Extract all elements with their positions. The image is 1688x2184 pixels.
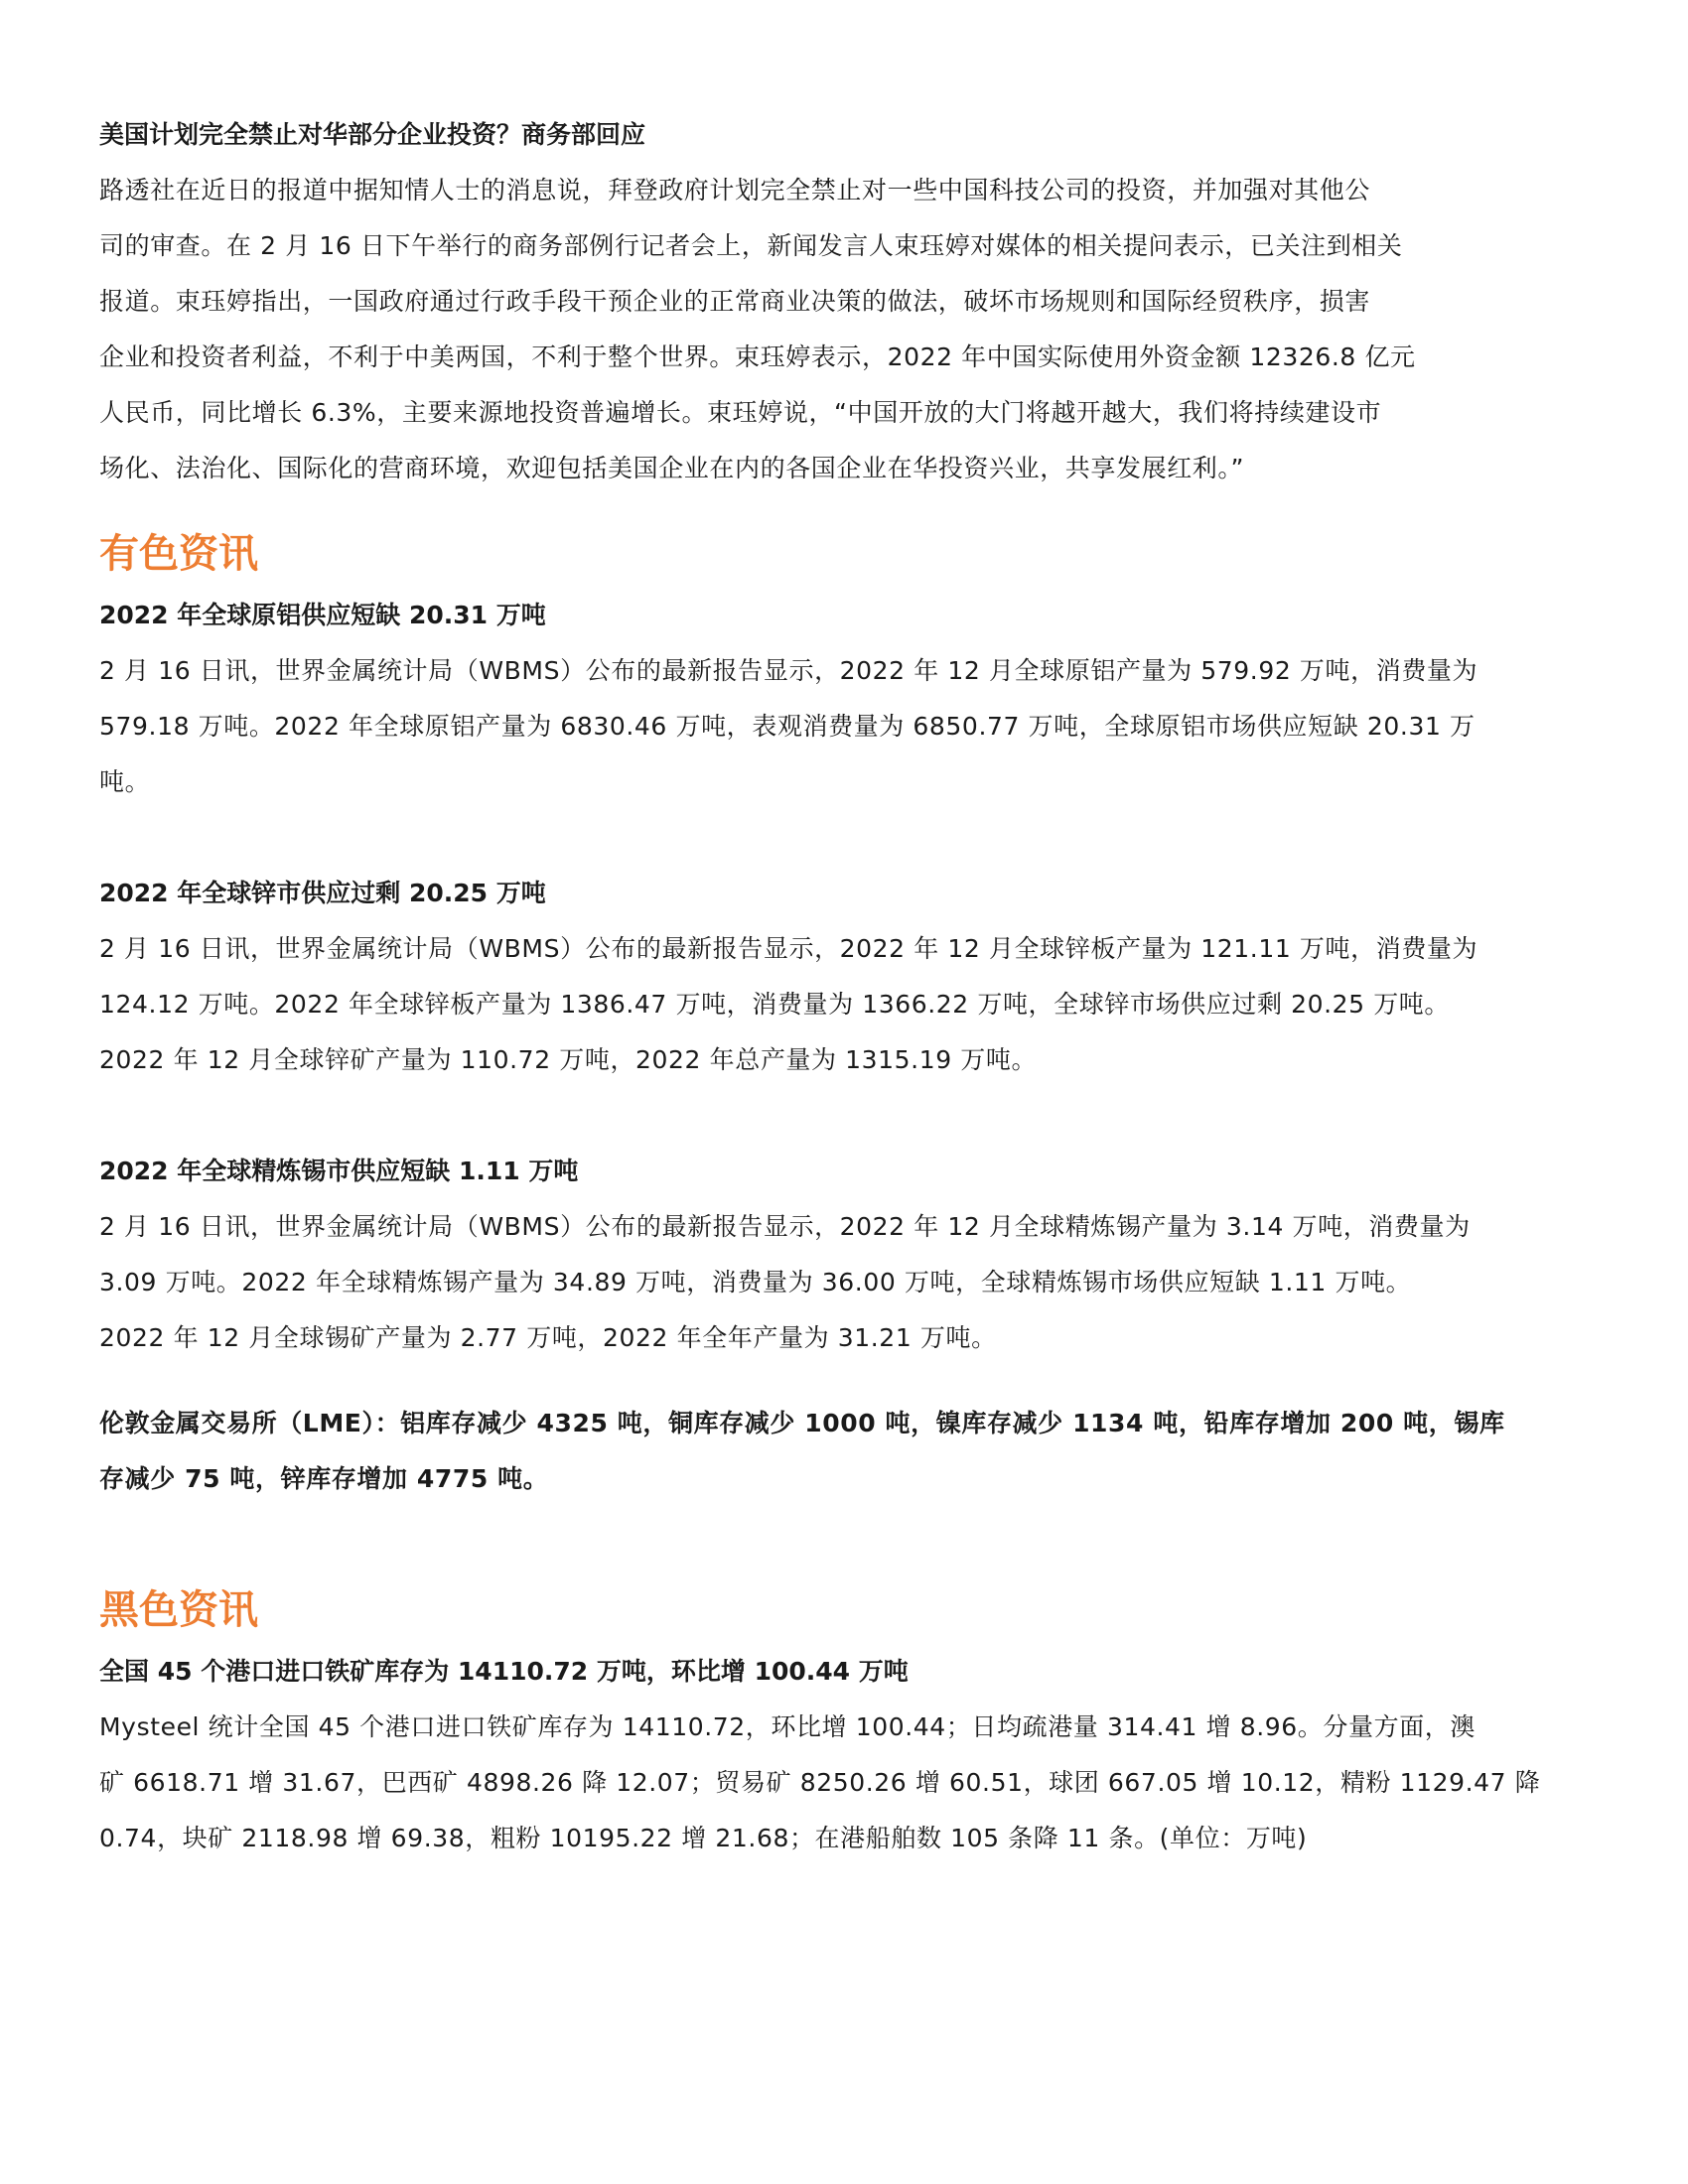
body-line: Mysteel 统计全国 45 个港口进口铁矿库存为 14110.72，环比增 100.44；日均疏港量 314.41 增 8.96。分量方面，澳 xyxy=(99,1712,1476,1741)
article-title: 2022 年全球锌市供应过剩 20.25 万吨 xyxy=(99,879,546,907)
article-iron-ore xyxy=(99,1644,1589,1866)
body-line: 企业和投资者利益，不利于中美两国，不利于整个世界。束珏婷表示，2022 年中国实际使用外资金额 12326.8 亿元 xyxy=(99,342,1416,371)
article-body xyxy=(99,643,1589,810)
body-line: 人民币，同比增长 6.3%，主要来源地投资普遍增长。束珏婷说，“中国开放的大门将越开越大，我们将持续建设市 xyxy=(99,398,1382,427)
body-line: 报道。束珏婷指出，一国政府通过行政手段干预企业的正常商业决策的做法，破坏市场规则和国际经贸秩序，损害 xyxy=(99,287,1371,316)
article-title: 2022 年全球原铝供应短缺 20.31 万吨 xyxy=(99,601,546,629)
lme-paragraph xyxy=(99,1396,1589,1507)
lme-inventory xyxy=(99,1396,1589,1507)
body-line: 伦敦金属交易所（LME）：铝库存减少 4325 吨，铜库存减少 1000 吨，镍库存减少 1134 吨，铅库存增加 200 吨，锡库 xyxy=(99,1409,1505,1437)
body-line: 0.74，块矿 2118.98 增 69.38，粗粉 10195.22 增 21.68；在港船舶数 105 条降 11 条。(单位：万吨) xyxy=(99,1824,1308,1852)
body-line: 2 月 16 日讯，世界金属统计局（WBMS）公布的最新报告显示，2022 年 12 月全球锌板产量为 121.11 万吨，消费量为 xyxy=(99,934,1478,963)
body-line: 2 月 16 日讯，世界金属统计局（WBMS）公布的最新报告显示，2022 年 12 月全球原铝产量为 579.92 万吨，消费量为 xyxy=(99,656,1478,685)
article-us-investment xyxy=(99,107,1589,496)
document-page xyxy=(99,107,1589,1866)
section-heading-ferrous: 黑色资讯 xyxy=(99,1587,258,1633)
body-line: 存减少 75 吨，锌库存增加 4775 吨。 xyxy=(99,1464,549,1493)
article-aluminum xyxy=(99,588,1589,810)
article-body xyxy=(99,1700,1589,1866)
body-line: 2022 年 12 月全球锡矿产量为 2.77 万吨，2022 年全年产量为 31.21 万吨。 xyxy=(99,1323,997,1352)
article-body xyxy=(99,163,1589,496)
article-body xyxy=(99,921,1589,1088)
article-tin xyxy=(99,1144,1589,1366)
body-line: 吨。 xyxy=(99,767,151,796)
article-body xyxy=(99,1199,1589,1366)
body-line: 2022 年 12 月全球锌矿产量为 110.72 万吨，2022 年总产量为 1315.19 万吨。 xyxy=(99,1045,1038,1074)
article-title: 全国 45 个港口进口铁矿库存为 14110.72 万吨，环比增 100.44 万吨 xyxy=(99,1657,909,1686)
body-line: 司的审查。在 2 月 16 日下午举行的商务部例行记者会上，新闻发言人束珏婷对媒体的相关提问表示，已关注到相关 xyxy=(99,231,1403,260)
article-title: 美国计划完全禁止对华部分企业投资？商务部回应 xyxy=(99,120,646,149)
body-line: 路透社在近日的报道中据知情人士的消息说，拜登政府计划完全禁止对一些中国科技公司的投资，并加强对其他公 xyxy=(99,176,1371,205)
body-line: 579.18 万吨。2022 年全球原铝产量为 6830.46 万吨，表观消费量为 6850.77 万吨，全球原铝市场供应短缺 20.31 万 xyxy=(99,712,1476,741)
body-line: 124.12 万吨。2022 年全球锌板产量为 1386.47 万吨，消费量为 1366.22 万吨，全球锌市场供应过剩 20.25 万吨。 xyxy=(99,990,1451,1019)
body-line: 3.09 万吨。2022 年全球精炼锡产量为 34.89 万吨，消费量为 36.00 万吨，全球精炼锡市场供应短缺 1.11 万吨。 xyxy=(99,1268,1412,1297)
section-heading-nonferrous: 有色资讯 xyxy=(99,531,258,577)
body-line: 2 月 16 日讯，世界金属统计局（WBMS）公布的最新报告显示，2022 年 12 月全球精炼锡产量为 3.14 万吨，消费量为 xyxy=(99,1212,1471,1241)
article-zinc xyxy=(99,866,1589,1088)
body-line: 矿 6618.71 增 31.67，巴西矿 4898.26 降 12.07；贸易矿 8250.26 增 60.51，球团 667.05 增 10.12，精粉 1129.47 降 xyxy=(99,1768,1541,1797)
body-line: 场化、法治化、国际化的营商环境，欢迎包括美国企业在内的各国企业在华投资兴业，共享发展红利。” xyxy=(99,454,1245,482)
article-title: 2022 年全球精炼锡市供应短缺 1.11 万吨 xyxy=(99,1157,579,1185)
